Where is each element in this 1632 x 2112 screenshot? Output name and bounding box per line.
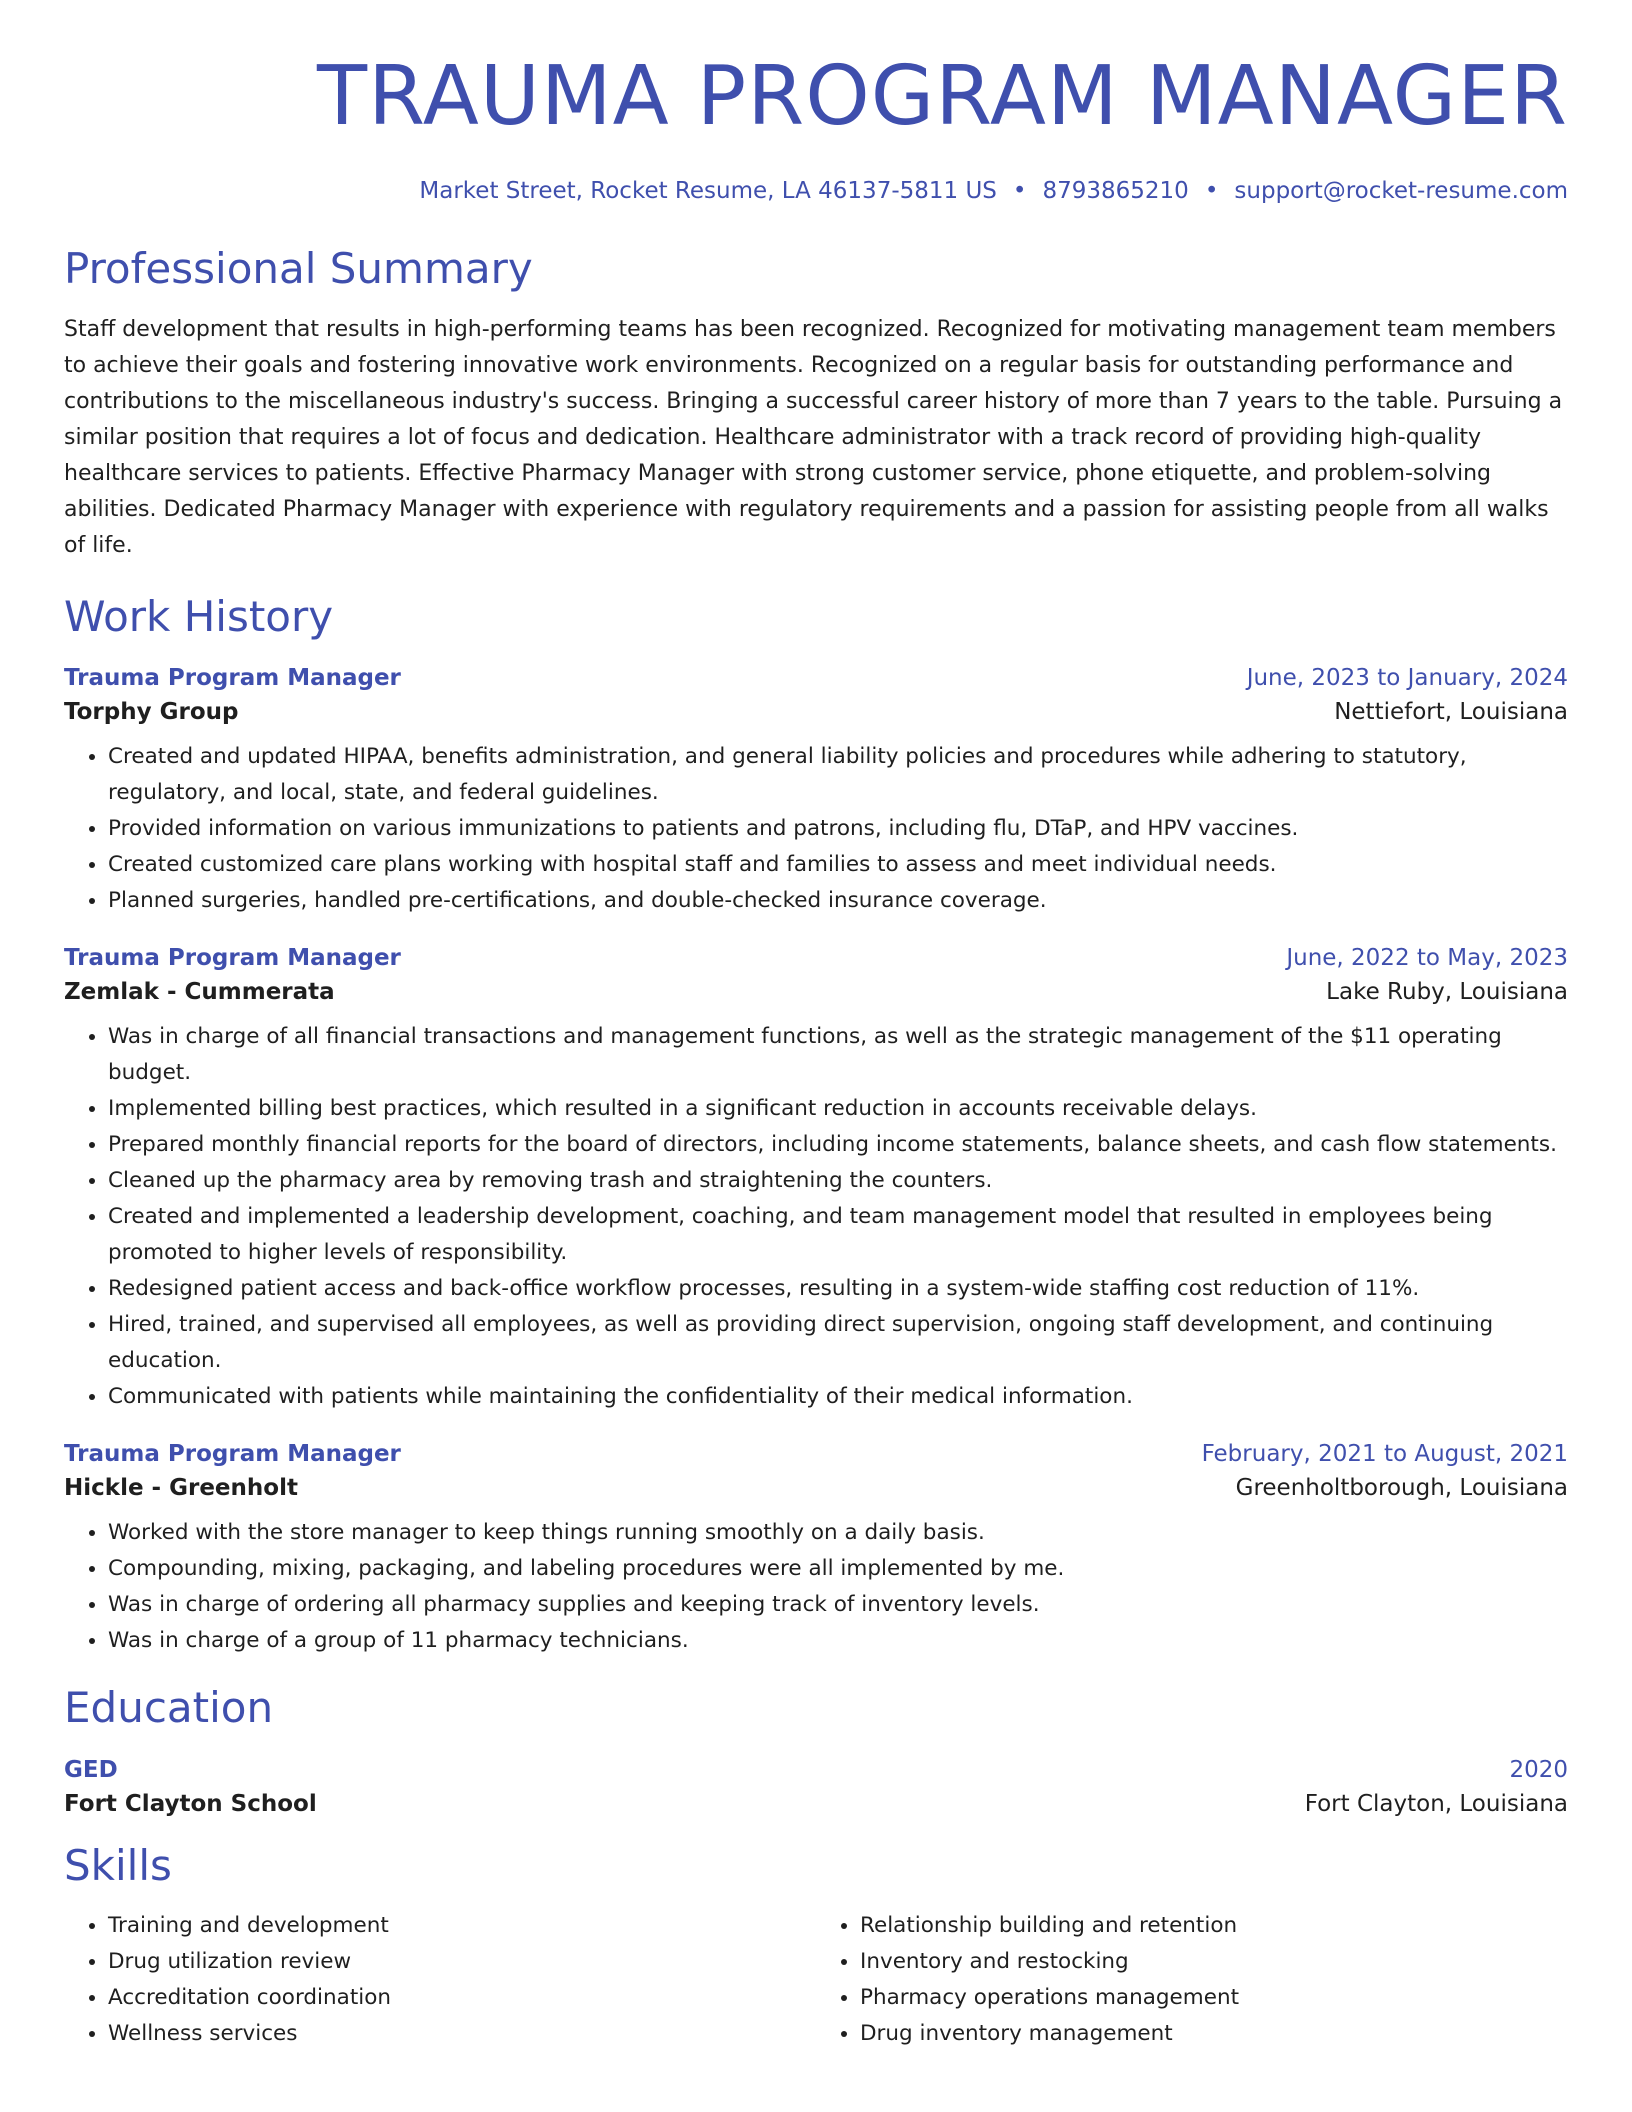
job-bullets — [64, 739, 1568, 919]
skills-list-right — [816, 1908, 1568, 2052]
list-item: • Redesigned patient access and back-office workflow processes, resulting in a system-wide staffing cost reduction of 11%. — [108, 1271, 1568, 1307]
email-link[interactable]: support@rocket-resume.com — [1234, 178, 1568, 204]
separator: • — [1012, 178, 1027, 204]
job-role: Trauma Program Manager — [64, 1440, 401, 1467]
work-history-section — [64, 592, 1568, 1658]
education-section — [64, 1683, 1568, 1817]
job-role: Trauma Program Manager — [64, 664, 401, 691]
list-item: • Created and implemented a leadership development, coaching, and team management model that resulted in employees being promoted to higher levels of responsibility. — [108, 1199, 1568, 1271]
list-item: • Planned surgeries, handled pre-certifications, and double-checked insurance coverage. — [108, 883, 1568, 919]
work-history-heading: Work History — [64, 592, 334, 642]
list-item: • Worked with the store manager to keep things running smoothly on a daily basis. — [108, 1515, 1568, 1551]
job-entry — [64, 665, 1568, 919]
job-dates: June, 2022 to May, 2023 — [1286, 944, 1568, 971]
job-role: Trauma Program Manager — [64, 944, 401, 971]
job-dates: February, 2021 to August, 2021 — [1201, 1440, 1568, 1467]
separator: • — [1204, 178, 1219, 204]
skill-item: • Drug inventory management — [860, 2016, 1568, 2052]
list-item: • Was in charge of all financial transactions and management functions, as well as the strategic management of the $11 operating budget. — [108, 1019, 1568, 1091]
graduation-year: 2020 — [1509, 1757, 1568, 1784]
skills-heading: Skills — [64, 1841, 172, 1891]
list-item: • Prepared monthly financial reports for the board of directors, including income statements, balance sheets, and cash flow statements. — [108, 1127, 1568, 1163]
contact-line — [64, 178, 1568, 204]
skill-item: • Accreditation coordination — [108, 1980, 816, 2016]
education-entry — [64, 1757, 1568, 1817]
job-company: Hickle - Greenholt — [64, 1474, 298, 1501]
school-location: Fort Clayton, Louisiana — [1304, 1791, 1568, 1818]
candidate-title: TRAUMA PROGRAM MANAGER — [317, 49, 1568, 144]
skill-item: • Inventory and restocking — [860, 1944, 1568, 1980]
list-item: • Created and updated HIPAA, benefits administration, and general liability policies and procedures while adhering to statutory, regulatory, and local, state, and federal guidelines. — [108, 739, 1568, 811]
summary-heading: Professional Summary — [64, 244, 533, 293]
job-location: Lake Ruby, Louisiana — [1326, 978, 1568, 1005]
degree: GED — [64, 1757, 118, 1784]
skills-section — [64, 1841, 1568, 2051]
skill-item: • Relationship building and retention — [860, 1908, 1568, 1944]
list-item: • Compounding, mixing, packaging, and labeling procedures were all implemented by me. — [108, 1551, 1568, 1587]
list-item: • Was in charge of a group of 11 pharmacy technicians. — [108, 1623, 1568, 1659]
job-dates: June, 2023 to January, 2024 — [1246, 664, 1568, 691]
list-item: • Implemented billing best practices, which resulted in a significant reduction in accounts receivable delays. — [108, 1091, 1568, 1127]
list-item: • Was in charge of ordering all pharmacy supplies and keeping track of inventory levels. — [108, 1587, 1568, 1623]
summary-section — [64, 244, 1568, 564]
list-item: • Hired, trained, and supervised all employees, as well as providing direct supervision, ongoing staff development, and continuing education. — [108, 1307, 1568, 1379]
list-item: • Provided information on various immunizations to patients and patrons, including flu, DTaP, and HPV vaccines. — [108, 811, 1568, 847]
job-bullets — [64, 1515, 1568, 1659]
job-bullets — [64, 1019, 1568, 1415]
skills-list-left — [64, 1908, 816, 2052]
resume-header — [64, 0, 1568, 204]
list-item: • Communicated with patients while maintaining the confidentiality of their medical information. — [108, 1379, 1568, 1415]
job-entry — [64, 1441, 1568, 1659]
job-company: Zemlak - Cummerata — [64, 978, 335, 1005]
job-entry — [64, 945, 1568, 1415]
job-location: Greenholtborough, Louisiana — [1235, 1474, 1568, 1501]
school-name: Fort Clayton School — [64, 1791, 317, 1818]
skill-item: • Wellness services — [108, 2016, 816, 2052]
address: Market Street, Rocket Resume, LA 46137-5811 US — [419, 178, 997, 204]
skill-item: • Drug utilization review — [108, 1944, 816, 1980]
education-heading: Education — [64, 1682, 274, 1732]
phone[interactable]: 8793865210 — [1042, 178, 1189, 204]
job-company: Torphy Group — [64, 698, 239, 725]
skill-item: • Pharmacy operations management — [860, 1980, 1568, 2016]
list-item: • Created customized care plans working with hospital staff and families to assess and meet individual needs. — [108, 847, 1568, 883]
summary-text: Staff development that results in high-performing teams has been recognized. Recognized for motivating management team members to achieve their goals and fostering innovative work environments. Recognized on a regular basis for outstanding performance and contributions to the miscellaneous industry's success. Bringing a successful career history of more than 7 years to the table. Pursuing a similar position that requires a lot of focus and dedication. Healthcare administrator with a track record of providing high-quality healthcare services to patients. Effective Pharmacy Manager with strong customer service, phone etiquette, and problem-solving abilities. Dedicated Pharmacy Manager with experience with regulatory requirements and a passion for assisting people from all walks of life. — [64, 317, 1563, 559]
skills-columns — [64, 1908, 1568, 2052]
list-item: • Cleaned up the pharmacy area by removing trash and straightening the counters. — [108, 1163, 1568, 1199]
skill-item: • Training and development — [108, 1908, 816, 1944]
job-location: Nettiefort, Louisiana — [1334, 698, 1568, 725]
